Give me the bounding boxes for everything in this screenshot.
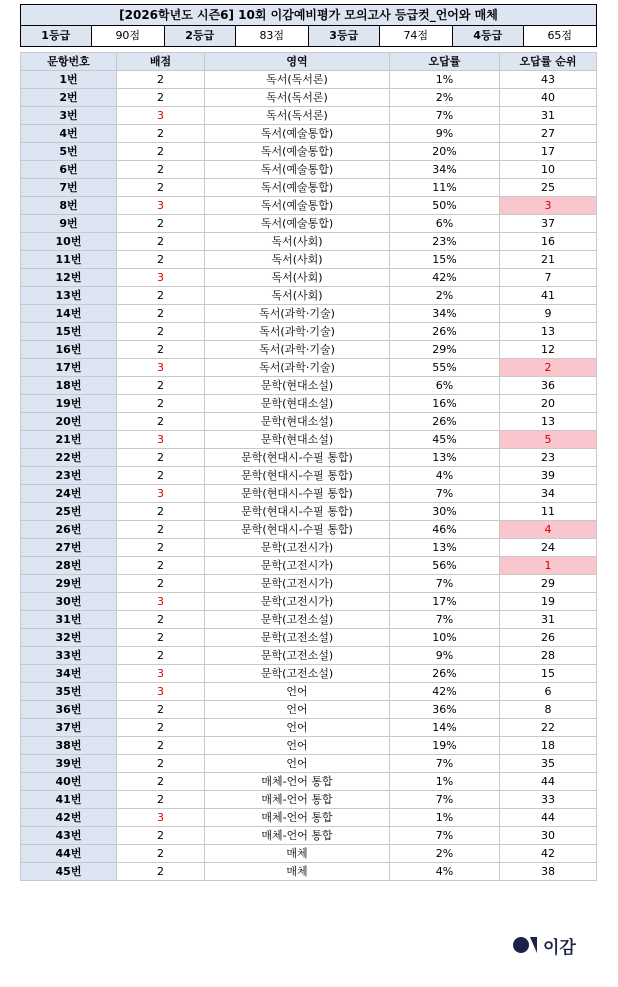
points-cell: 2 [117,71,205,89]
error-rate-cell: 55% [390,359,500,377]
question-number-cell: 31번 [21,611,117,629]
table-row [21,305,597,323]
points-cell: 2 [117,287,205,305]
error-rate-cell: 2% [390,287,500,305]
error-rank-cell: 26 [500,629,597,647]
table-row [21,647,597,665]
question-number-cell: 35번 [21,683,117,701]
points-cell: 3 [117,485,205,503]
question-number-cell: 43번 [21,827,117,845]
area-cell: 매체-언어 통합 [205,809,390,827]
table-row [21,611,597,629]
area-cell: 언어 [205,683,390,701]
points-cell: 3 [117,197,205,215]
error-rank-cell: 12 [500,341,597,359]
error-rank-cell: 38 [500,863,597,881]
brand-mark-icon [512,936,538,954]
error-rate-cell: 7% [390,485,500,503]
table-row [21,593,597,611]
area-cell: 독서(과학·기술) [205,305,390,323]
error-rate-cell: 50% [390,197,500,215]
error-rank-cell: 10 [500,161,597,179]
question-number-cell: 24번 [21,485,117,503]
question-number-cell: 27번 [21,539,117,557]
area-cell: 문학(고전소설) [205,629,390,647]
points-cell: 3 [117,683,205,701]
area-cell: 문학(고전시가) [205,539,390,557]
area-cell: 독서(과학·기술) [205,359,390,377]
area-cell: 독서(사회) [205,233,390,251]
error-rank-cell: 21 [500,251,597,269]
column-header-area: 영역 [205,53,390,71]
area-cell: 독서(예술통합) [205,197,390,215]
error-rate-cell: 42% [390,683,500,701]
table-row [21,449,597,467]
area-cell: 독서(사회) [205,251,390,269]
points-cell: 2 [117,737,205,755]
question-number-cell: 15번 [21,323,117,341]
brand-logo [512,934,576,956]
error-rank-cell: 13 [500,413,597,431]
points-cell: 2 [117,755,205,773]
points-cell: 2 [117,233,205,251]
question-number-cell: 9번 [21,215,117,233]
question-stats-table [20,52,597,881]
question-number-cell: 39번 [21,755,117,773]
table-row [21,179,597,197]
error-rate-cell: 45% [390,431,500,449]
error-rank-cell: 37 [500,215,597,233]
question-number-cell: 2번 [21,89,117,107]
points-cell: 3 [117,269,205,287]
table-row [21,809,597,827]
points-cell: 3 [117,593,205,611]
table-row [21,539,597,557]
question-number-cell: 6번 [21,161,117,179]
question-number-cell: 23번 [21,467,117,485]
error-rate-cell: 11% [390,179,500,197]
grade-cut-row [21,26,596,46]
grade-3-score: 74점 [380,26,453,46]
points-cell: 2 [117,629,205,647]
error-rank-cell: 6 [500,683,597,701]
area-cell: 문학(고전시가) [205,557,390,575]
table-body [21,71,597,881]
error-rate-cell: 1% [390,809,500,827]
error-rank-cell: 41 [500,287,597,305]
error-rank-cell: 44 [500,809,597,827]
error-rank-cell: 30 [500,827,597,845]
table-row [21,629,597,647]
table-row [21,89,597,107]
error-rate-cell: 7% [390,611,500,629]
error-rank-cell: 31 [500,107,597,125]
question-number-cell: 10번 [21,233,117,251]
column-header-points: 배점 [117,53,205,71]
table-row [21,521,597,539]
error-rate-cell: 7% [390,575,500,593]
error-rank-cell: 19 [500,593,597,611]
error-rate-cell: 17% [390,593,500,611]
points-cell: 2 [117,395,205,413]
points-cell: 2 [117,341,205,359]
error-rate-cell: 26% [390,413,500,431]
error-rate-cell: 46% [390,521,500,539]
area-cell: 문학(현대시-수필 통합) [205,485,390,503]
error-rate-cell: 7% [390,755,500,773]
points-cell: 2 [117,791,205,809]
table-row [21,395,597,413]
table-row [21,233,597,251]
area-cell: 문학(현대시-수필 통합) [205,467,390,485]
brand-name: 이감 [543,937,576,958]
question-number-cell: 44번 [21,845,117,863]
points-cell: 2 [117,323,205,341]
table-row [21,737,597,755]
points-cell: 2 [117,251,205,269]
error-rate-cell: 19% [390,737,500,755]
error-rank-cell: 7 [500,269,597,287]
error-rate-cell: 23% [390,233,500,251]
table-row [21,125,597,143]
error-rank-cell: 16 [500,233,597,251]
points-cell: 2 [117,539,205,557]
area-cell: 독서(예술통합) [205,125,390,143]
error-rate-cell: 1% [390,71,500,89]
points-cell: 2 [117,413,205,431]
area-cell: 문학(현대소설) [205,395,390,413]
area-cell: 독서(예술통합) [205,161,390,179]
area-cell: 독서(예술통합) [205,179,390,197]
error-rank-cell: 2 [500,359,597,377]
question-number-cell: 8번 [21,197,117,215]
question-number-cell: 45번 [21,863,117,881]
table-row [21,827,597,845]
area-cell: 문학(고전소설) [205,647,390,665]
area-cell: 독서(과학·기술) [205,323,390,341]
error-rate-cell: 13% [390,449,500,467]
table-row [21,503,597,521]
table-row [21,863,597,881]
error-rank-cell: 8 [500,701,597,719]
grade-1-score: 90점 [92,26,165,46]
error-rate-cell: 30% [390,503,500,521]
area-cell: 매체-언어 통합 [205,827,390,845]
error-rate-cell: 26% [390,665,500,683]
table-row [21,359,597,377]
area-cell: 독서(독서론) [205,71,390,89]
table-row [21,71,597,89]
table-row [21,107,597,125]
table-row [21,251,597,269]
table-row [21,197,597,215]
table-row [21,287,597,305]
area-cell: 매체-언어 통합 [205,791,390,809]
question-number-cell: 4번 [21,125,117,143]
area-cell: 매체-언어 통합 [205,773,390,791]
error-rate-cell: 9% [390,125,500,143]
points-cell: 2 [117,575,205,593]
table-row [21,557,597,575]
points-cell: 2 [117,557,205,575]
points-cell: 2 [117,125,205,143]
error-rank-cell: 15 [500,665,597,683]
error-rate-cell: 56% [390,557,500,575]
error-rate-cell: 4% [390,863,500,881]
area-cell: 언어 [205,755,390,773]
question-number-cell: 28번 [21,557,117,575]
area-cell: 언어 [205,737,390,755]
error-rank-cell: 18 [500,737,597,755]
area-cell: 언어 [205,719,390,737]
question-number-cell: 40번 [21,773,117,791]
error-rank-cell: 3 [500,197,597,215]
area-cell: 문학(현대소설) [205,431,390,449]
table-row [21,485,597,503]
error-rank-cell: 44 [500,773,597,791]
area-cell: 독서(사회) [205,287,390,305]
error-rate-cell: 2% [390,845,500,863]
grade-4-score: 65점 [524,26,596,46]
question-number-cell: 25번 [21,503,117,521]
question-number-cell: 36번 [21,701,117,719]
points-cell: 2 [117,647,205,665]
column-header-question-number: 문항번호 [21,53,117,71]
error-rank-cell: 20 [500,395,597,413]
question-number-cell: 37번 [21,719,117,737]
table-row [21,143,597,161]
table-header-row [21,53,597,71]
error-rate-cell: 2% [390,89,500,107]
area-cell: 언어 [205,701,390,719]
question-number-cell: 16번 [21,341,117,359]
error-rate-cell: 6% [390,377,500,395]
question-number-cell: 38번 [21,737,117,755]
column-header-error-rank: 오답률 순위 [500,53,597,71]
area-cell: 문학(고전소설) [205,665,390,683]
points-cell: 2 [117,611,205,629]
error-rank-cell: 28 [500,647,597,665]
question-number-cell: 17번 [21,359,117,377]
table-row [21,341,597,359]
question-number-cell: 18번 [21,377,117,395]
area-cell: 독서(예술통합) [205,143,390,161]
error-rate-cell: 7% [390,791,500,809]
points-cell: 2 [117,521,205,539]
error-rate-cell: 15% [390,251,500,269]
area-cell: 매체 [205,863,390,881]
error-rate-cell: 20% [390,143,500,161]
table-row [21,773,597,791]
question-number-cell: 14번 [21,305,117,323]
points-cell: 3 [117,431,205,449]
points-cell: 2 [117,161,205,179]
error-rate-cell: 34% [390,161,500,179]
table-row [21,845,597,863]
error-rank-cell: 1 [500,557,597,575]
error-rate-cell: 36% [390,701,500,719]
question-number-cell: 30번 [21,593,117,611]
question-number-cell: 32번 [21,629,117,647]
question-number-cell: 1번 [21,71,117,89]
page-title: [2026학년도 시즌6] 10회 이감예비평가 모의고사 등급컷_언어와 매체 [21,5,596,26]
error-rate-cell: 34% [390,305,500,323]
error-rank-cell: 22 [500,719,597,737]
points-cell: 2 [117,719,205,737]
points-cell: 2 [117,449,205,467]
area-cell: 문학(현대시-수필 통합) [205,503,390,521]
question-number-cell: 26번 [21,521,117,539]
question-number-cell: 3번 [21,107,117,125]
error-rate-cell: 16% [390,395,500,413]
points-cell: 2 [117,827,205,845]
column-header-error-rate: 오답률 [390,53,500,71]
error-rate-cell: 4% [390,467,500,485]
area-cell: 문학(고전시가) [205,575,390,593]
error-rank-cell: 42 [500,845,597,863]
question-number-cell: 12번 [21,269,117,287]
points-cell: 2 [117,89,205,107]
area-cell: 문학(현대소설) [205,413,390,431]
table-row [21,413,597,431]
table-row [21,467,597,485]
error-rank-cell: 31 [500,611,597,629]
error-rank-cell: 25 [500,179,597,197]
area-cell: 문학(현대시-수필 통합) [205,521,390,539]
points-cell: 2 [117,377,205,395]
area-cell: 매체 [205,845,390,863]
error-rank-cell: 24 [500,539,597,557]
question-number-cell: 5번 [21,143,117,161]
points-cell: 2 [117,773,205,791]
points-cell: 2 [117,701,205,719]
error-rank-cell: 27 [500,125,597,143]
error-rank-cell: 13 [500,323,597,341]
table-row [21,575,597,593]
error-rank-cell: 29 [500,575,597,593]
points-cell: 3 [117,359,205,377]
grade-4-label: 4등급 [453,26,524,46]
table-row [21,269,597,287]
question-number-cell: 13번 [21,287,117,305]
error-rate-cell: 26% [390,323,500,341]
area-cell: 독서(사회) [205,269,390,287]
points-cell: 2 [117,845,205,863]
table-row [21,215,597,233]
area-cell: 문학(고전소설) [205,611,390,629]
points-cell: 2 [117,503,205,521]
error-rate-cell: 7% [390,107,500,125]
error-rank-cell: 39 [500,467,597,485]
grade-1-label: 1등급 [21,26,92,46]
table-row [21,791,597,809]
error-rank-cell: 35 [500,755,597,773]
error-rank-cell: 5 [500,431,597,449]
error-rate-cell: 29% [390,341,500,359]
table-row [21,683,597,701]
error-rate-cell: 13% [390,539,500,557]
points-cell: 3 [117,809,205,827]
area-cell: 문학(현대소설) [205,377,390,395]
grade-2-score: 83점 [236,26,309,46]
error-rate-cell: 7% [390,827,500,845]
table-row [21,701,597,719]
table-row [21,719,597,737]
error-rank-cell: 36 [500,377,597,395]
table-row [21,377,597,395]
error-rank-cell: 33 [500,791,597,809]
error-rank-cell: 23 [500,449,597,467]
question-number-cell: 41번 [21,791,117,809]
area-cell: 문학(고전시가) [205,593,390,611]
table-row [21,665,597,683]
table-row [21,431,597,449]
question-number-cell: 22번 [21,449,117,467]
area-cell: 독서(독서론) [205,107,390,125]
error-rank-cell: 43 [500,71,597,89]
table-row [21,755,597,773]
error-rate-cell: 14% [390,719,500,737]
error-rate-cell: 9% [390,647,500,665]
question-number-cell: 11번 [21,251,117,269]
error-rate-cell: 42% [390,269,500,287]
points-cell: 2 [117,143,205,161]
points-cell: 2 [117,215,205,233]
question-number-cell: 7번 [21,179,117,197]
table-row [21,323,597,341]
question-number-cell: 20번 [21,413,117,431]
question-number-cell: 33번 [21,647,117,665]
grade-cut-header [20,4,597,47]
points-cell: 2 [117,863,205,881]
error-rate-cell: 6% [390,215,500,233]
error-rate-cell: 1% [390,773,500,791]
error-rank-cell: 9 [500,305,597,323]
question-number-cell: 34번 [21,665,117,683]
area-cell: 독서(독서론) [205,89,390,107]
question-number-cell: 42번 [21,809,117,827]
points-cell: 2 [117,467,205,485]
points-cell: 2 [117,179,205,197]
points-cell: 2 [117,305,205,323]
error-rank-cell: 40 [500,89,597,107]
error-rate-cell: 10% [390,629,500,647]
area-cell: 독서(과학·기술) [205,341,390,359]
error-rank-cell: 34 [500,485,597,503]
error-rank-cell: 4 [500,521,597,539]
grade-2-label: 2등급 [165,26,236,46]
table-row [21,161,597,179]
points-cell: 3 [117,665,205,683]
question-number-cell: 19번 [21,395,117,413]
question-number-cell: 29번 [21,575,117,593]
points-cell: 3 [117,107,205,125]
question-number-cell: 21번 [21,431,117,449]
error-rank-cell: 17 [500,143,597,161]
area-cell: 독서(예술통합) [205,215,390,233]
area-cell: 문학(현대시-수필 통합) [205,449,390,467]
error-rank-cell: 11 [500,503,597,521]
grade-3-label: 3등급 [309,26,380,46]
